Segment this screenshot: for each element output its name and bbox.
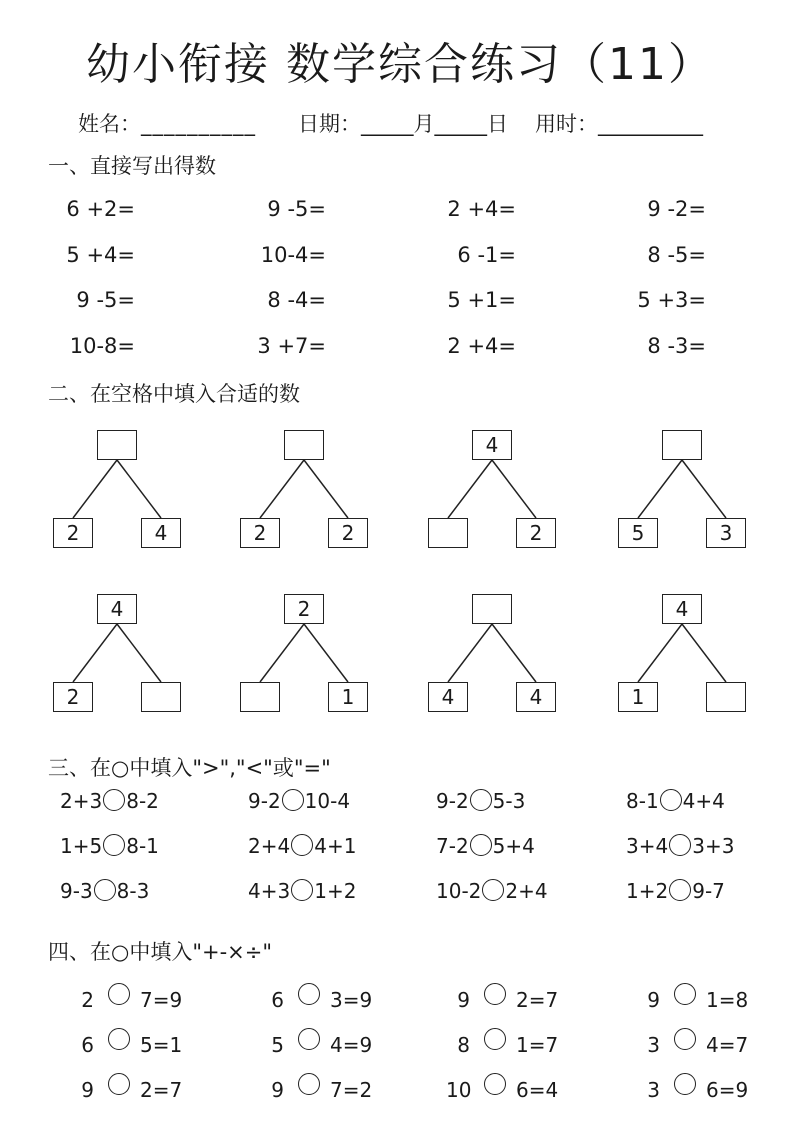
operand-right: 3=9 [330, 988, 373, 1012]
comparison-item [60, 834, 159, 858]
comparison-left: 2+3 [60, 789, 103, 813]
comparison-right: 5-3 [492, 789, 526, 813]
number-box: 2 [53, 682, 93, 712]
time-blank: __________ [598, 112, 703, 136]
answer-circle[interactable] [674, 1073, 696, 1095]
comparison-left: 10-2 [436, 879, 482, 903]
number-box: 2 [53, 518, 93, 548]
operand-right: 6=4 [516, 1078, 559, 1102]
operator-item [446, 1073, 558, 1102]
operand-left: 10 [446, 1078, 472, 1102]
answer-circle[interactable] [660, 789, 682, 811]
day-blank: _____ [434, 112, 487, 136]
name-label: 姓名： [78, 112, 141, 136]
answer-box-empty[interactable] [141, 682, 181, 712]
tree-branch-left [260, 624, 304, 682]
operator-item [636, 983, 748, 1012]
comparison-right: 5+4 [492, 834, 535, 858]
answer-circle[interactable] [484, 1073, 506, 1095]
number-box: 3 [706, 518, 746, 548]
comparison-right: 8-1 [126, 834, 159, 858]
answer-circle[interactable] [669, 879, 691, 901]
number-box: 5 [618, 518, 658, 548]
number-box: 2 [328, 518, 368, 548]
tree-branch-right [304, 460, 348, 518]
equation: 9 -5= [267, 197, 326, 221]
equation: 10-8= [69, 334, 135, 358]
tree-branch-right [117, 460, 161, 518]
number-box: 4 [141, 518, 181, 548]
comparison-left: 9-3 [60, 879, 93, 903]
comparison-left: 9-2 [436, 789, 469, 813]
operand-left: 9 [457, 988, 470, 1012]
operator-item [446, 983, 558, 1012]
operator-item [260, 983, 372, 1012]
section2-heading: 二、在空格中填入合适的数 [48, 382, 300, 406]
equation: 5 +3= [637, 288, 706, 312]
answer-circle[interactable] [108, 1073, 130, 1095]
operand-left: 6 [271, 988, 284, 1012]
answer-circle[interactable] [103, 789, 125, 811]
answer-box-empty[interactable] [706, 682, 746, 712]
operand-left: 2 [81, 988, 94, 1012]
answer-circle[interactable] [470, 834, 492, 856]
comparison-left: 9-2 [248, 789, 281, 813]
equation: 5 +4= [66, 243, 135, 267]
equation: 8 -3= [647, 334, 706, 358]
answer-box-empty[interactable] [240, 682, 280, 712]
number-box: 2 [240, 518, 280, 548]
equation: 5 +1= [447, 288, 516, 312]
comparison-left: 1+2 [626, 879, 669, 903]
answer-circle[interactable] [94, 879, 116, 901]
comparison-item [436, 789, 525, 813]
tree-branch-left [638, 624, 682, 682]
number-box: 2 [284, 594, 324, 624]
operator-item [636, 1073, 748, 1102]
operand-left: 9 [271, 1078, 284, 1102]
operand-right: 4=7 [706, 1033, 749, 1057]
month-blank: _____ [361, 112, 414, 136]
comparison-right: 8-3 [116, 879, 150, 903]
operand-left: 5 [271, 1033, 284, 1057]
comparison-item [626, 879, 725, 903]
operand-right: 4=9 [330, 1033, 373, 1057]
comparison-left: 4+3 [248, 879, 291, 903]
answer-circle[interactable] [108, 983, 130, 1005]
answer-circle[interactable] [470, 789, 492, 811]
comparison-right: 3+3 [692, 834, 735, 858]
answer-circle[interactable] [482, 879, 504, 901]
section3-heading: 三、在○中填入">","<"或"=" [48, 756, 331, 780]
month-label: 月 [413, 112, 435, 136]
answer-box-empty[interactable] [472, 594, 512, 624]
number-box: 1 [328, 682, 368, 712]
number-box: 2 [516, 518, 556, 548]
section1-heading: 一、直接写出得数 [48, 154, 216, 178]
operand-left: 9 [81, 1078, 94, 1102]
answer-circle[interactable] [291, 879, 313, 901]
answer-circle[interactable] [669, 834, 691, 856]
answer-circle[interactable] [108, 1028, 130, 1050]
tree-branch-right [492, 460, 536, 518]
number-box: 4 [516, 682, 556, 712]
equation: 9 -5= [76, 288, 135, 312]
operand-right: 1=7 [516, 1033, 559, 1057]
tree-branch-right [682, 460, 726, 518]
comparison-right: 1+2 [314, 879, 357, 903]
answer-box-empty[interactable] [662, 430, 702, 460]
comparison-item [248, 834, 356, 858]
comparison-left: 1+5 [60, 834, 103, 858]
tree-branch-right [492, 624, 536, 682]
operator-item [70, 1028, 182, 1057]
page-title: 幼小衔接 数学综合练习（11） [86, 39, 714, 90]
date-label: 日期： [298, 112, 361, 136]
operand-right: 7=2 [330, 1078, 373, 1102]
equation: 8 -5= [647, 243, 706, 267]
operator-item [636, 1028, 748, 1057]
tree-branch-left [73, 460, 117, 518]
time-label: 用时： [535, 112, 598, 136]
answer-box-empty[interactable] [284, 430, 324, 460]
operand-left: 3 [647, 1033, 660, 1057]
comparison-right: 9-7 [692, 879, 725, 903]
answer-circle[interactable] [674, 1028, 696, 1050]
operator-item [70, 1073, 182, 1102]
answer-circle[interactable] [298, 1073, 320, 1095]
comparison-left: 3+4 [626, 834, 669, 858]
tree-branch-right [304, 624, 348, 682]
equation: 2 +4= [447, 334, 516, 358]
equation: 10-4= [260, 243, 326, 267]
tree-branch-left [448, 624, 492, 682]
operand-right: 7=9 [140, 988, 183, 1012]
equation: 3 +7= [257, 334, 326, 358]
number-box: 4 [472, 430, 512, 460]
comparison-item [248, 789, 350, 813]
comparison-item [60, 879, 149, 903]
name-blank: __________ [141, 112, 256, 136]
comparison-left: 7-2 [436, 834, 469, 858]
comparison-right: 8-2 [126, 789, 159, 813]
tree-branch-left [448, 460, 492, 518]
operator-item [260, 1073, 372, 1102]
tree-branch-right [117, 624, 161, 682]
comparison-left: 8-1 [626, 789, 659, 813]
number-box: 4 [428, 682, 468, 712]
number-box: 1 [618, 682, 658, 712]
comparison-right: 2+4 [505, 879, 548, 903]
comparison-item [248, 879, 356, 903]
operand-right: 5=1 [140, 1033, 183, 1057]
equation: 6 -1= [457, 243, 516, 267]
answer-circle[interactable] [103, 834, 125, 856]
comparison-right: 4+4 [682, 789, 725, 813]
comparison-item [60, 789, 159, 813]
operand-left: 9 [647, 988, 660, 1012]
section4-heading: 四、在○中填入"+-×÷" [48, 940, 273, 964]
equation: 6 +2= [66, 197, 135, 221]
number-box: 4 [662, 594, 702, 624]
operand-left: 8 [457, 1033, 470, 1057]
comparison-right: 10-4 [304, 789, 351, 813]
number-box: 4 [97, 594, 137, 624]
answer-circle[interactable] [298, 983, 320, 1005]
day-label: 日 [487, 112, 508, 136]
operand-right: 1=8 [706, 988, 749, 1012]
comparison-item [436, 834, 535, 858]
comparison-item [436, 879, 548, 903]
operand-right: 2=7 [516, 988, 559, 1012]
comparison-right: 4+1 [314, 834, 357, 858]
equation: 8 -4= [267, 288, 326, 312]
answer-circle[interactable] [298, 1028, 320, 1050]
comparison-item [626, 789, 725, 813]
operand-left: 6 [81, 1033, 94, 1057]
operator-item [446, 1028, 558, 1057]
tree-branch-right [682, 624, 726, 682]
operand-right: 2=7 [140, 1078, 183, 1102]
tree-branch-left [260, 460, 304, 518]
answer-box-empty[interactable] [97, 430, 137, 460]
answer-circle[interactable] [484, 1028, 506, 1050]
equation: 9 -2= [647, 197, 706, 221]
answer-circle[interactable] [484, 983, 506, 1005]
operand-left: 3 [647, 1078, 660, 1102]
answer-circle[interactable] [674, 983, 696, 1005]
answer-circle[interactable] [282, 789, 304, 811]
comparison-item [626, 834, 734, 858]
tree-branch-left [638, 460, 682, 518]
tree-branch-left [73, 624, 117, 682]
equation: 2 +4= [447, 197, 516, 221]
operator-item [260, 1028, 372, 1057]
operator-item [70, 983, 182, 1012]
comparison-left: 2+4 [248, 834, 291, 858]
answer-box-empty[interactable] [428, 518, 468, 548]
operand-right: 6=9 [706, 1078, 749, 1102]
answer-circle[interactable] [291, 834, 313, 856]
